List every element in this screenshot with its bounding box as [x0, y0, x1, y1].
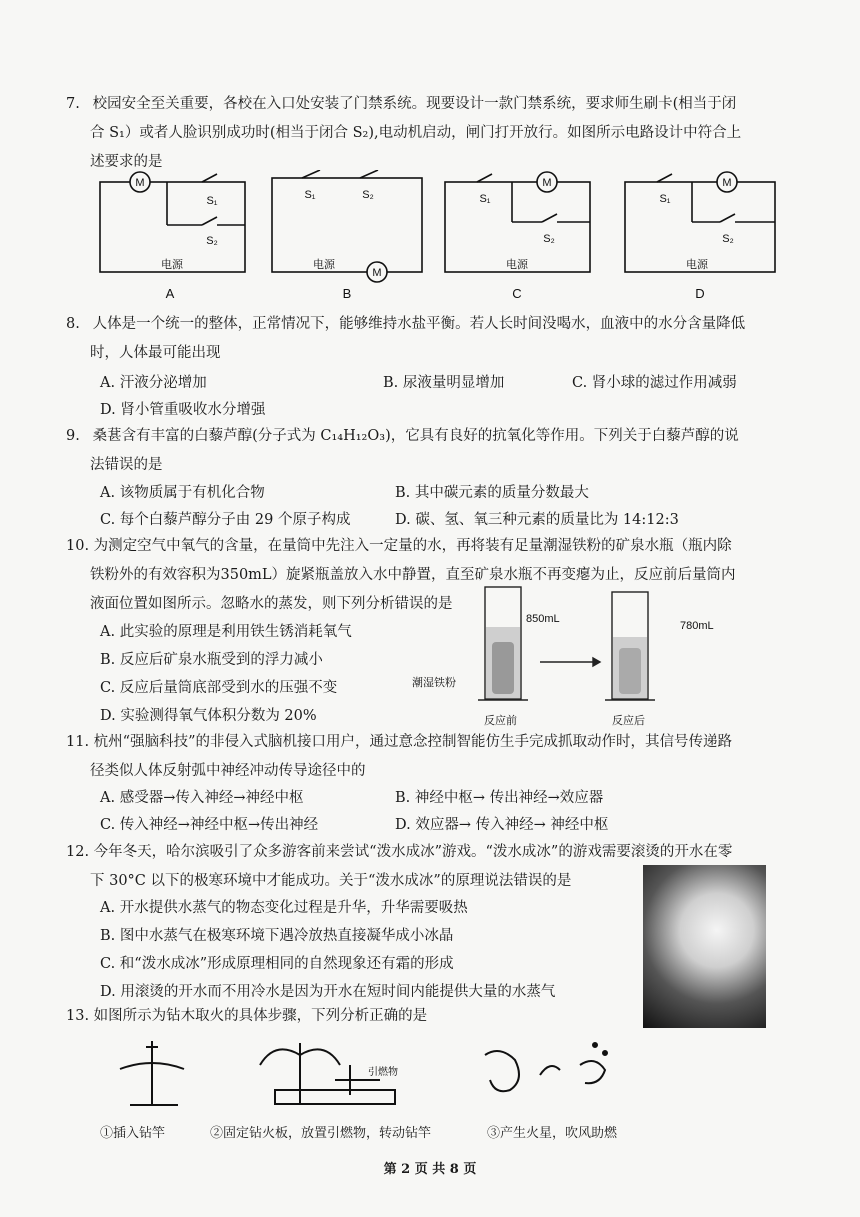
q8-option-c: C. 肾小球的滤过作用减弱 [572, 375, 737, 391]
question-number: 12. [66, 844, 90, 860]
q10-option-d: D. 实验测得氧气体积分数为 20% [100, 708, 317, 724]
question-text: 铁粉外的有效容积为350mL）旋紧瓶盖放入水中静置，直至矿泉水瓶不再变瘪为止，反应前后量筒内 [90, 567, 736, 583]
question-text: 合 S₁）或者人脸识别成功时(相当于闭合 S₂),电动机启动，闸门打开放行。如图所示电路设计中符合上 [90, 125, 742, 141]
step3-caption: ③产生火星，吹风助燃 [487, 1125, 618, 1140]
circuit-diagrams [92, 170, 782, 305]
cylinder-figure [400, 582, 720, 732]
q11-option-b: B. 神经中枢→ 传出神经→效应器 [395, 790, 604, 806]
question-number: 13. [66, 1008, 90, 1024]
power-label-a: 电源 [161, 259, 183, 271]
s1-label-b: S₁ [304, 189, 316, 201]
q12-option-c: C. 和“泼水成冰”形成原理相同的自然现象还有霜的形成 [100, 956, 454, 972]
before-label: 反应前 [484, 715, 517, 727]
q8-option-a: A. 汗液分泌增加 [100, 375, 207, 391]
step1-caption: ①插入钻竿 [100, 1125, 166, 1140]
question-text: 桑葚含有丰富的白藜芦醇(分子式为 C₁₄H₁₂O₃)，它具有良好的抗氧化等作用。下列关于白藜芦醇的说 [92, 428, 739, 444]
fire-drill-figures [100, 1035, 660, 1115]
tinder-label: 引燃物 [368, 1067, 398, 1078]
circuit-a [100, 172, 245, 272]
question-text: 述要求的是 [90, 154, 163, 170]
question-7 [66, 90, 796, 177]
motor-label-d: M [722, 177, 732, 189]
option-label-b: B [342, 286, 352, 301]
question-text: 径类似人体反射弧中神经冲动传导途径中的 [90, 763, 366, 779]
question-text: 下 30°C 以下的极寒环境中才能成功。关于“泼水成冰”的原理说法错误的是 [90, 873, 572, 889]
option-label-d: D [695, 286, 705, 301]
circuit-c [445, 172, 590, 272]
q11-option-a: A. 感受器→传入神经→神经中枢 [100, 790, 304, 806]
option-label-a: A [165, 286, 175, 301]
step3-figure [485, 1043, 607, 1091]
after-volume: 780mL [680, 620, 714, 632]
s1-label-a: S₁ [206, 195, 218, 207]
question-11 [66, 728, 796, 786]
q12-option-a: A. 开水提供水蒸气的物态变化过程是升华，升华需要吸热 [100, 900, 468, 916]
step2-caption: ②固定钻火板，放置引燃物，转动钻竿 [210, 1125, 432, 1140]
question-text: 校园安全至关重要，各校在入口处安装了门禁系统。现要设计一款门禁系统，要求师生刷卡(相当于闭 [92, 96, 737, 112]
motor-label-a: M [135, 177, 145, 189]
q9-option-d: D. 碳、氢、氧三种元素的质量比为 14:12:3 [395, 512, 679, 528]
question-13 [66, 1002, 796, 1031]
q8-option-d: D. 肾小管重吸收水分增强 [100, 402, 266, 418]
page-footer: 第 2 页 共 8 页 [383, 1162, 477, 1177]
question-text: 人体是一个统一的整体，正常情况下，能够维持水盐平衡。若人长时间没喝水，血液中的水分含量降低 [92, 316, 746, 332]
q8-option-b: B. 尿液量明显增加 [383, 375, 505, 391]
s1-label-d: S₁ [659, 193, 671, 205]
question-8 [66, 310, 796, 368]
question-number: 10. [66, 538, 90, 554]
after-label: 反应后 [612, 715, 645, 727]
question-number: 7. [66, 96, 80, 112]
circuit-d [625, 172, 775, 272]
s2-label-c: S₂ [543, 233, 555, 245]
question-number: 9. [66, 428, 80, 444]
question-text: 法错误的是 [90, 457, 163, 473]
q11-option-c: C. 传入神经→神经中枢→传出神经 [100, 817, 319, 833]
q9-option-b: B. 其中碳元素的质量分数最大 [395, 485, 589, 501]
q10-option-b: B. 反应后矿泉水瓶受到的浮力减小 [100, 652, 323, 668]
power-label-d: 电源 [686, 259, 708, 271]
question-number: 8. [66, 316, 80, 332]
q11-option-d: D. 效应器→ 传入神经→ 神经中枢 [395, 817, 609, 833]
option-label-c: C [512, 286, 522, 301]
s1-label-c: S₁ [479, 193, 491, 205]
q12-option-d: D. 用滚烫的开水而不用冷水是因为开水在短时间内能提供大量的水蒸气 [100, 984, 556, 1000]
circuit-svg [92, 170, 782, 305]
power-label-c: 电源 [506, 259, 528, 271]
q10-option-c: C. 反应后量筒底部受到水的压强不变 [100, 680, 338, 696]
q9-option-a: A. 该物质属于有机化合物 [100, 485, 265, 501]
question-number: 11. [66, 734, 90, 750]
power-label-b: 电源 [313, 259, 335, 271]
motor-label-b: M [372, 267, 382, 279]
question-text: 液面位置如图所示。忽略水的蒸发，则下列分析错误的是 [90, 596, 453, 612]
question-text: 今年冬天，哈尔滨吸引了众多游客前来尝试“泼水成冰”游戏。“泼水成冰”的游戏需要滚烫的开水在零 [93, 844, 733, 860]
q9-option-c: C. 每个白藜芦醇分子由 29 个原子构成 [100, 512, 351, 528]
s2-label-a: S₂ [206, 235, 218, 247]
question-text: 时，人体最可能出现 [90, 345, 221, 361]
before-volume: 850mL [526, 613, 560, 625]
q12-option-b: B. 图中水蒸气在极寒环境下遇冷放热直接凝华成小冰晶 [100, 928, 454, 944]
s2-label-b: S₂ [362, 189, 374, 201]
q10-option-a: A. 此实验的原理是利用铁生锈消耗氧气 [100, 624, 352, 640]
circuit-b [272, 170, 422, 282]
question-text: 如图所示为钻木取火的具体步骤，下列分析正确的是 [93, 1008, 428, 1024]
question-9 [66, 422, 796, 480]
s2-label-d: S₂ [722, 233, 734, 245]
question-text: 为测定空气中氧气的含量，在量筒中先注入一定量的水，再将装有足量潮湿铁粉的矿泉水瓶（瓶内除 [93, 538, 732, 554]
motor-label-c: M [542, 177, 552, 189]
step1-figure [120, 1041, 184, 1105]
question-text: 杭州“强脑科技”的非侵入式脑机接口用户，通过意念控制智能仿生手完成抓取动作时，其信号传递路 [93, 734, 732, 750]
iron-powder-label: 潮湿铁粉 [412, 677, 456, 689]
